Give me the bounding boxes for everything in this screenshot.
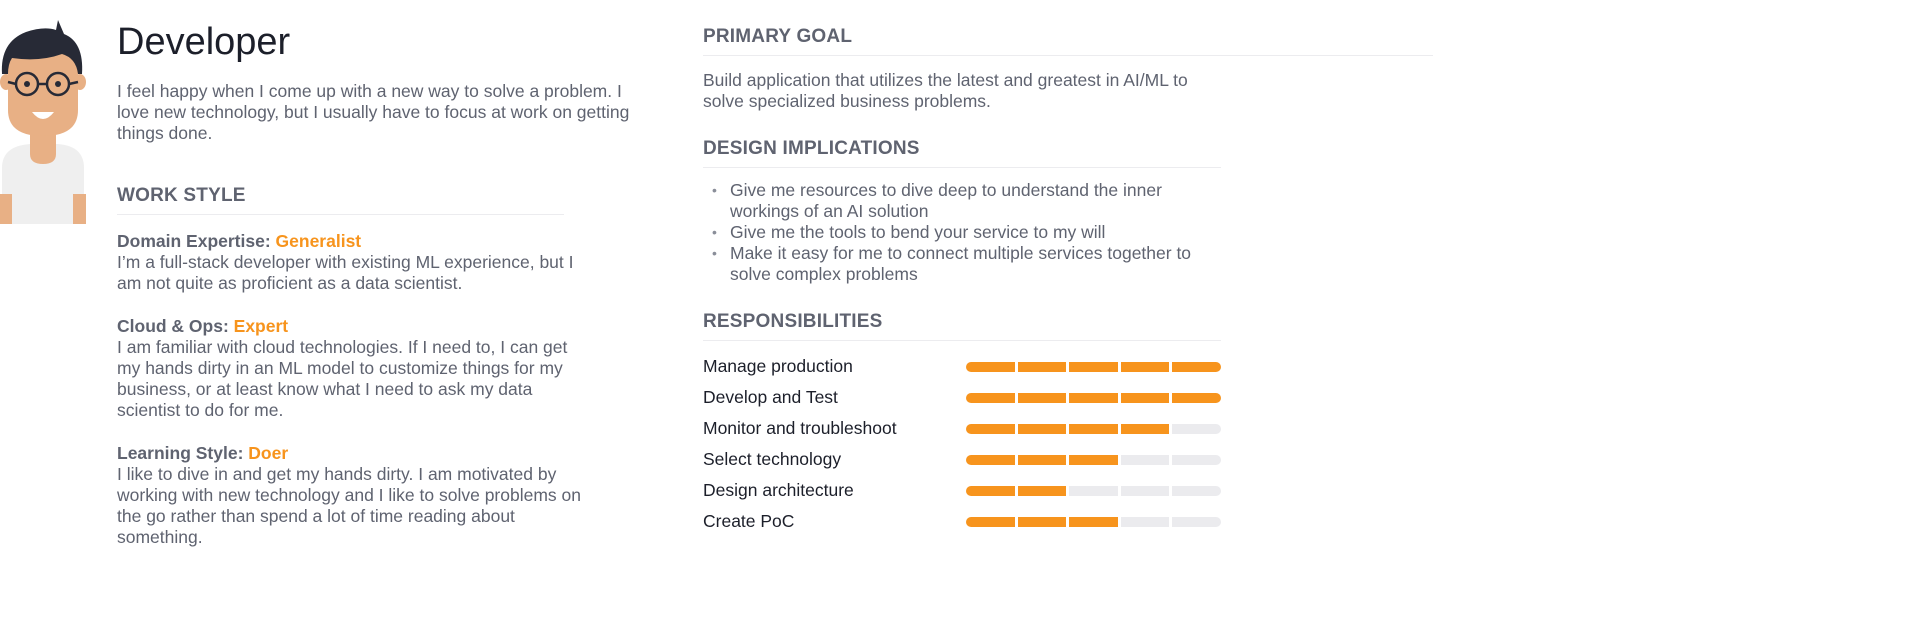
work-style-heading: WORK STYLE [117,185,564,215]
level-segment-filled [966,517,1015,527]
persona-details [703,26,1443,537]
level-segment-filled [1069,455,1118,465]
level-segment-filled [1121,424,1170,434]
level-segment-filled [1018,393,1067,403]
level-segment-empty [1069,486,1118,496]
responsibility-row [703,444,1443,475]
level-segment-filled [1069,517,1118,527]
list-item: • Give me resources to dive deep to understand the inner workings of an AI solution [703,180,1221,222]
responsibility-label: Select technology [703,449,842,469]
level-segment-filled [966,424,1015,434]
work-style-item-learning-style [117,443,587,548]
level-segment-empty [1172,424,1221,434]
work-style-list [117,231,637,548]
responsibility-level-bar [966,424,1221,434]
level-segment-filled [966,486,1015,496]
level-segment-empty [1172,455,1221,465]
work-style-item-domain-expertise [117,231,587,294]
design-implications-heading: DESIGN IMPLICATIONS [703,138,1221,168]
level-segment-empty [1121,455,1170,465]
level-segment-filled [1069,362,1118,372]
level-segment-empty [1172,486,1221,496]
work-style-label: Cloud & Ops: [117,316,234,336]
work-style-item-cloud-ops [117,316,587,421]
level-segment-filled [1172,362,1221,372]
responsibilities-list [703,351,1443,537]
level-segment-filled [1018,486,1067,496]
level-segment-filled [966,455,1015,465]
responsibility-level-bar [966,393,1221,403]
level-segment-empty [1121,486,1170,496]
level-segment-filled [1069,424,1118,434]
responsibilities-heading: RESPONSIBILITIES [703,311,1221,341]
work-style-value: Doer [248,443,289,463]
developer-avatar-icon [0,18,86,224]
responsibility-level-bar [966,362,1221,372]
level-segment-empty [1172,517,1221,527]
level-segment-filled [1018,517,1067,527]
work-style-value: Generalist [275,231,362,251]
primary-goal-text: Build application that utilizes the latest and greatest in AI/ML to solve specialized business problems. [703,70,1188,111]
level-segment-filled [1121,393,1170,403]
responsibility-label: Create PoC [703,511,795,531]
responsibility-label: Monitor and troubleshoot [703,418,897,438]
responsibility-row [703,413,1443,444]
page-title: Developer [117,21,291,63]
level-segment-empty [1121,517,1170,527]
work-style-value: Expert [233,316,289,336]
responsibility-row [703,475,1443,506]
list-item: • Give me the tools to bend your service to my will [703,222,1221,243]
list-item: • Make it easy for me to connect multiple services together to solve complex problems [703,243,1221,285]
responsibility-level-bar [966,455,1221,465]
work-style-description: I like to dive in and get my hands dirty. I am motivated by working with new technology and I like to solve problems on the go rather than spend a lot of time reading about something. [117,464,581,547]
responsibility-level-bar [966,517,1221,527]
work-style-label: Domain Expertise: [117,231,276,251]
responsibility-level-bar [966,486,1221,496]
work-style-label: Learning Style: [117,443,249,463]
persona-intro: I feel happy when I come up with a new way to solve a problem. I love new technology, but I usually have to focus at work on getting things done. [117,81,630,143]
level-segment-filled [1018,424,1067,434]
responsibility-label: Manage production [703,356,853,376]
level-segment-filled [1018,455,1067,465]
level-segment-filled [966,362,1015,372]
responsibility-label: Develop and Test [703,387,838,407]
level-segment-filled [1018,362,1067,372]
responsibility-row [703,382,1443,413]
level-segment-filled [1121,362,1170,372]
responsibility-label: Design architecture [703,480,854,500]
work-style-description: I am familiar with cloud technologies. If I need to, I can get my hands dirty in an ML model to customize things for my business, or at least know what I need to ask my data scientist to do for me. [117,337,568,420]
level-segment-filled [1069,393,1118,403]
design-implications-list [703,180,1221,285]
work-style-description: I’m a full-stack developer with existing ML experience, but I am not quite as proficient as a data scientist. [117,252,574,293]
responsibility-row [703,351,1443,382]
level-segment-filled [966,393,1015,403]
responsibility-row [703,506,1443,537]
primary-goal-heading: PRIMARY GOAL [703,26,1433,56]
persona-summary [117,18,637,548]
level-segment-filled [1172,393,1221,403]
